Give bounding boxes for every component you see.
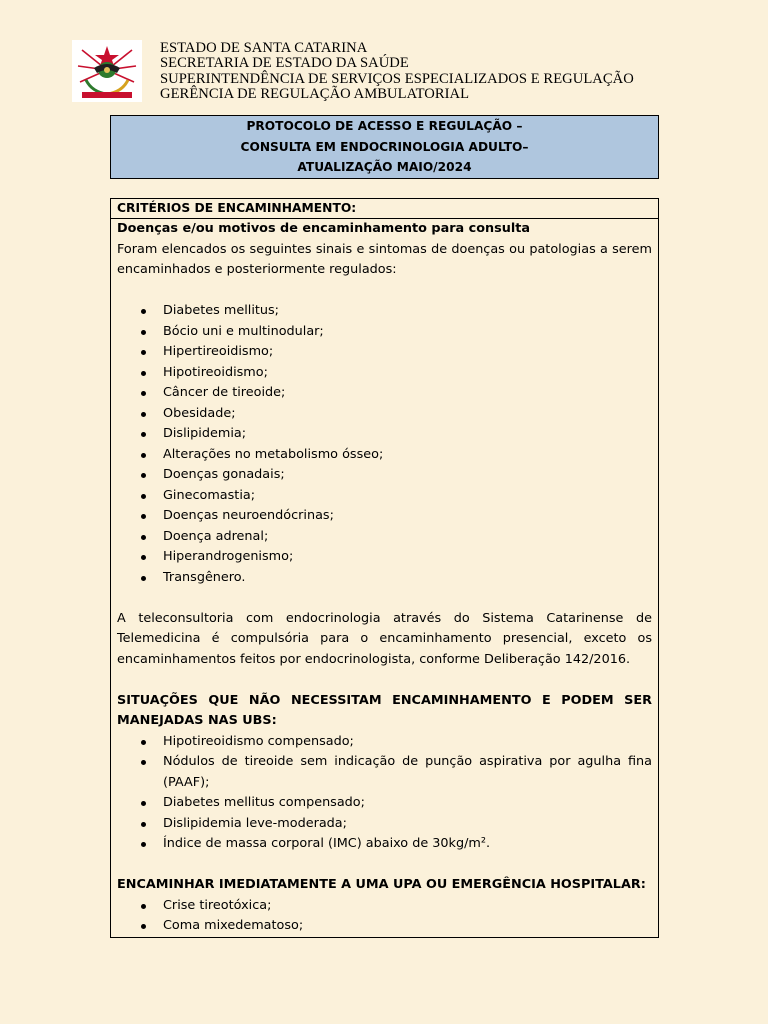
spacer <box>117 281 652 302</box>
criteria-list-item: Ginecomastia; <box>117 486 652 507</box>
criteria-list-item: Alterações no metabolismo ósseo; <box>117 445 652 466</box>
document-header <box>72 40 732 102</box>
title-line-2: CONSULTA EM ENDOCRINOLOGIA ADULTO– <box>240 139 529 154</box>
no-referral-heading: SITUAÇÕES QUE NÃO NECESSITAM ENCAMINHAMENTO E PODEM SER MANEJADAS NAS UBS: <box>117 692 652 728</box>
header-line-superintendence: SUPERINTENDÊNCIA DE SERVIÇOS ESPECIALIZADOS E REGULAÇÃO <box>160 70 634 87</box>
protocol-title-box <box>110 115 659 179</box>
criteria-list-item: Hipotireoidismo; <box>117 363 652 384</box>
coat-of-arms-icon <box>72 40 142 102</box>
emergency-list <box>117 896 652 937</box>
spacer <box>117 670 652 691</box>
criteria-list-item: Transgênero. <box>117 568 652 589</box>
no-referral-list-item: Hipotireoidismo compensado; <box>117 732 652 753</box>
no-referral-list-item: Diabetes mellitus compensado; <box>117 793 652 814</box>
spacer <box>117 588 652 609</box>
no-referral-list-item: Dislipidemia leve-moderada; <box>117 814 652 835</box>
criteria-list-item: Diabetes mellitus; <box>117 301 652 322</box>
emergency-list-item: Coma mixedematoso; <box>117 916 652 937</box>
criteria-list-item: Câncer de tireoide; <box>117 383 652 404</box>
emergency-heading: ENCAMINHAR IMEDIATAMENTE A UMA UPA OU EMERGÊNCIA HOSPITALAR: <box>117 877 646 892</box>
header-lines <box>160 41 634 103</box>
no-referral-list <box>117 732 652 855</box>
criteria-list-item: Hiperandrogenismo; <box>117 547 652 568</box>
no-referral-list-item: Nódulos de tireoide sem indicação de punção aspirativa por agulha fina (PAAF); <box>117 752 652 793</box>
criteria-list-item: Obesidade; <box>117 404 652 425</box>
header-line-secretariat: SECRETARIA DE ESTADO DA SAÚDE <box>160 55 409 72</box>
header-line-state: ESTADO DE SANTA CATARINA <box>160 40 368 56</box>
no-referral-list-item: Índice de massa corporal (IMC) abaixo de 30kg/m². <box>117 834 652 855</box>
criteria-list-item: Dislipidemia; <box>117 424 652 445</box>
criteria-body <box>111 219 658 937</box>
criteria-list <box>117 301 652 588</box>
criteria-list-item: Doença adrenal; <box>117 527 652 548</box>
criteria-intro: Foram elencados os seguintes sinais e sintomas de doenças ou patologias a serem encaminhados e posteriormente regulados: <box>117 241 652 277</box>
title-line-1: PROTOCOLO DE ACESSO E REGULAÇÃO – <box>246 119 523 133</box>
criteria-list-item: Bócio uni e multinodular; <box>117 322 652 343</box>
criteria-list-item: Doenças neuroendócrinas; <box>117 506 652 527</box>
spacer <box>117 855 652 876</box>
title-line-3: ATUALIZAÇÃO MAIO/2024 <box>297 160 472 174</box>
header-line-management: GERÊNCIA DE REGULAÇÃO AMBULATORIAL <box>160 86 470 103</box>
criteria-list-item: Hipertireoidismo; <box>117 342 652 363</box>
teleconsult-paragraph: A teleconsultoria com endocrinologia através do Sistema Catarinense de Telemedicina é compulsória para o encaminhamento presencial, exceto os encaminhamentos feitos por endocrinologista, conforme Deliberação 142/2016. <box>117 610 652 667</box>
criteria-list-item: Doenças gonadais; <box>117 465 652 486</box>
criteria-heading: CRITÉRIOS DE ENCAMINHAMENTO: <box>111 199 658 219</box>
criteria-box <box>110 198 659 938</box>
criteria-subheading: Doenças e/ou motivos de encaminhamento para consulta <box>117 221 530 236</box>
emergency-list-item: Crise tireotóxica; <box>117 896 652 917</box>
